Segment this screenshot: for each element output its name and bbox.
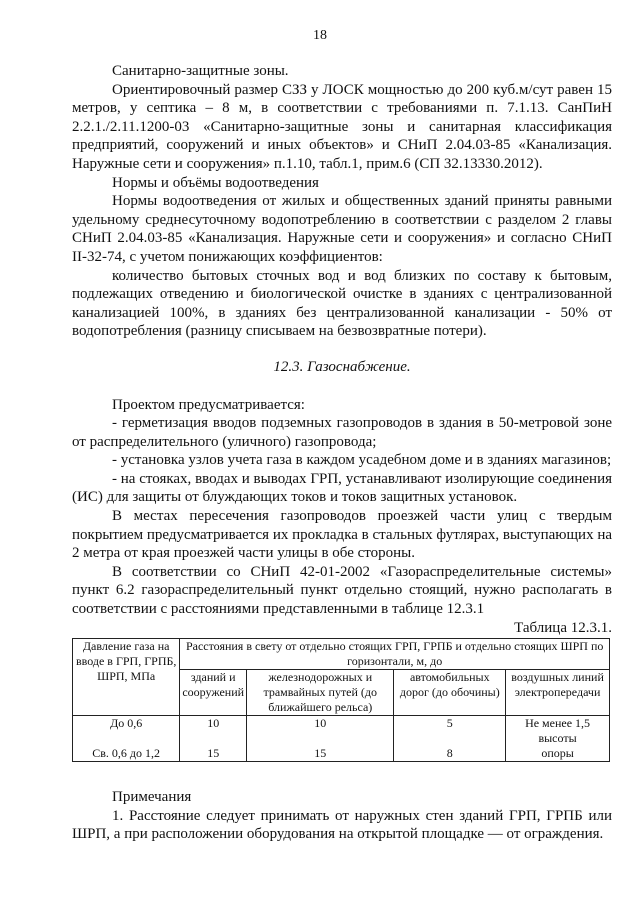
document-body (72, 62, 612, 844)
gas-intro: Проектом предусматривается: (112, 396, 305, 413)
cell-pressure (73, 731, 180, 746)
gas-para-2: В соответствии со СНиП 42-01-2002 «Газораспределительные системы» пункт 6.2 газораспределительный пункт отдельно стоящий, нужно располагать в соответствии с расстояниями представленными в таблице 12.3.1 (72, 563, 612, 618)
cell-power: Не менее 1,5 (506, 716, 610, 732)
cell-buildings (180, 731, 247, 746)
cell-buildings: 10 (180, 716, 247, 732)
table-caption: Таблица 12.3.1. (514, 619, 612, 636)
distance-table (72, 638, 610, 762)
cell-power: высоты (506, 731, 610, 746)
table-row (73, 731, 610, 746)
header-distances: Расстояния в свету от отдельно стоящих ГРП, ГРПБ и отдельно стоящих ШРП по горизонтали, м, до (180, 639, 610, 670)
cell-rail (247, 731, 394, 746)
gas-para-1: В местах пересечения газопроводов проезжей части улиц с твердым покрытием предусматривается их прокладка в стальных футлярах, выступающих на 2 метра от края проезжей части улицы в обе стороны. (72, 508, 613, 562)
cell-roads: 8 (394, 746, 506, 762)
notes-heading: Примечания (112, 789, 192, 806)
header-buildings: зданий и сооружений (180, 670, 247, 716)
table-row (73, 716, 610, 732)
norms-text-1: Нормы водоотведения от жилых и общественных зданий приняты равными удельному среднесуточному водопотреблению в соответствии с разделом 2 главы СНиП 2.04.03-85 «Канализация. Наружные сети и сооружения» и согласно СНиП II-32-74, с учетом понижающих коэффициентов: (72, 193, 612, 265)
norms-heading: Нормы и объёмы водоотведения (112, 174, 319, 191)
cell-rail: 15 (247, 746, 394, 762)
cell-pressure: Св. 0,6 до 1,2 (73, 746, 180, 762)
sanitary-heading: Санитарно-защитные зоны. (112, 63, 289, 79)
cell-pressure: До 0,6 (73, 716, 180, 732)
cell-roads: 5 (394, 716, 506, 732)
gas-item-2: - установка узлов учета газа в каждом усадебном доме и в зданиях магазинов; (112, 452, 612, 469)
cell-roads (394, 731, 506, 746)
section-title-gas: 12.3. Газоснабжение. (273, 358, 411, 375)
header-rail: железнодорожных и трамвайных путей (до ближайшего рельса) (247, 670, 394, 716)
note-1: 1. Расстояние следует принимать от наружных стен зданий ГРП, ГРПБ или ШРП, а при расположении оборудования на открытой площадке — от ограждения. (72, 807, 612, 843)
page-number: 18 (313, 28, 327, 43)
cell-power: опоры (506, 746, 610, 762)
header-power-lines: воздушных линий электропередачи (506, 670, 610, 716)
cell-rail: 10 (247, 716, 394, 732)
table-row (73, 746, 610, 762)
cell-buildings: 15 (180, 746, 247, 762)
header-roads: автомобильных дорог (до обочины) (394, 670, 506, 716)
sanitary-text: Ориентировочный размер СЗЗ у ЛОСК мощностью до 200 куб.м/сут равен 15 метров, у септика – 8 м, в соответствии с требованиями п. 7.1.13. СанПиН 2.2.1./2.11.1200-03 «Санитарно-защитные зоны и санитарная классификация предприятий, сооружений и иных объектов» и СНиП 2.04.03-85 «Канализация. Наружные сети и сооружения» п.1.10, табл.1, прим.6 (СП 32.13330.2012). (72, 81, 612, 172)
gas-item-1: - герметизация вводов подземных газопроводов в здания в 50-метровой зоне от распределительного (уличного) газопровода; (72, 415, 612, 450)
gas-item-3: - на стояках, вводах и выводах ГРП, устанавливают изолирующие соединения (ИС) для защиты от блуждающих токов и токов защитных установок. (72, 470, 612, 506)
header-pressure: Давление газа на вводе в ГРП, ГРПБ, ШРП, МПа (73, 639, 180, 716)
norms-text-2: количество бытовых сточных вод и вод близких по составу к бытовым, подлежащих отведению и биологической очистке в зданиях с централизованной канализацией 100%, в зданиях без централизованной канализации - 50% от водопотребления (разницу списываем на безвозвратные потери). (72, 267, 612, 340)
